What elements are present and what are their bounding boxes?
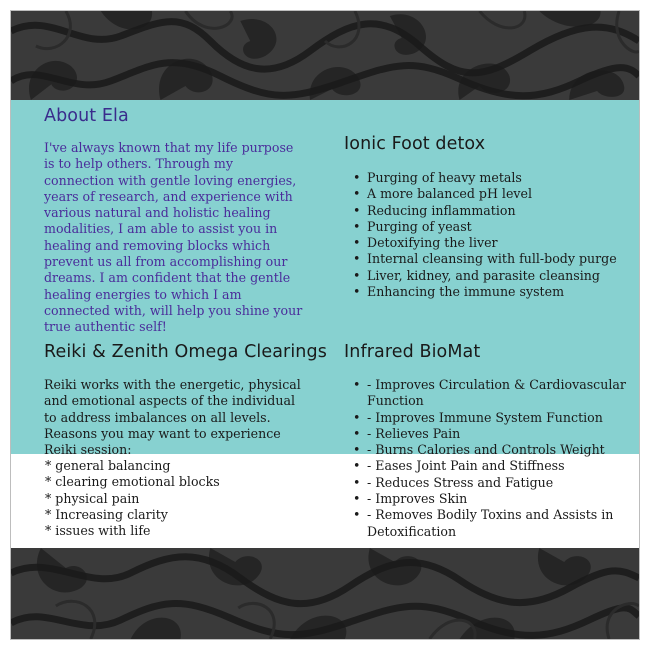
reiki-title: Reiki & Zenith Omega Clearings: [44, 342, 327, 362]
list-item: • A more balanced pH level: [353, 186, 633, 202]
brochure-panel: [10, 10, 640, 640]
biomat-title: Infrared BioMat: [344, 342, 481, 362]
about-title: About Ela: [44, 106, 129, 126]
about-body: I've always known that my life purpose is to help others. Through my connection with gentle loving energies, years of research, and experience with various natural and holistic healing modalities, I am able to assist you in healing and removing blocks which prevent us all from accomplishing our dreams. I am confident that the gentle healing energies to which I am connected with, will help you shine your true authentic self!: [44, 140, 303, 335]
list-item: * clearing emotional blocks: [45, 474, 220, 490]
list-item: * physical pain: [45, 490, 140, 506]
list-item: • - Improves Skin: [353, 491, 638, 507]
list-item: • - Removes Bodily Toxins and Assists in Detoxification: [353, 507, 638, 540]
list-item: • Enhancing the immune system: [353, 284, 633, 300]
list-item: * general balancing: [45, 458, 171, 473]
list-item: • Reducing inflammation: [353, 203, 633, 219]
list-item: • Purging of heavy metals: [353, 170, 633, 186]
list-item: • Purging of yeast: [353, 219, 633, 235]
list-item: • - Improves Immune System Function: [353, 410, 638, 426]
list-item: • Internal cleansing with full-body purge: [353, 251, 633, 267]
list-item: • - Reduces Stress and Fatigue: [353, 475, 638, 491]
reiki-reasons-list: [45, 458, 220, 539]
biomat-benefits-list: [353, 377, 638, 540]
damask-pattern-bottom: [11, 548, 639, 639]
ionic-benefits-list: [353, 170, 633, 300]
list-item: • Liver, kidney, and parasite cleansing: [353, 268, 633, 284]
damask-pattern-top: [11, 11, 639, 100]
ionic-title: Ionic Foot detox: [344, 134, 486, 154]
damask-ornament-icon: [11, 548, 639, 639]
list-item: * Increasing clarity: [45, 506, 168, 522]
damask-ornament-icon: [11, 11, 639, 100]
list-item: • - Relieves Pain: [353, 426, 638, 442]
list-item: • - Burns Calories and Controls Weight: [353, 442, 638, 458]
reiki-body: Reiki works with the energetic, physical and emotional aspects of the individual to address imbalances on all levels. Reasons you may want to experience Reiki session:: [44, 377, 301, 458]
list-item: * issues with life: [45, 523, 151, 539]
list-item: • - Eases Joint Pain and Stiffness: [353, 458, 638, 474]
list-item: • Detoxifying the liver: [353, 235, 633, 251]
list-item: • - Improves Circulation & Cardiovascular Function: [353, 377, 638, 410]
